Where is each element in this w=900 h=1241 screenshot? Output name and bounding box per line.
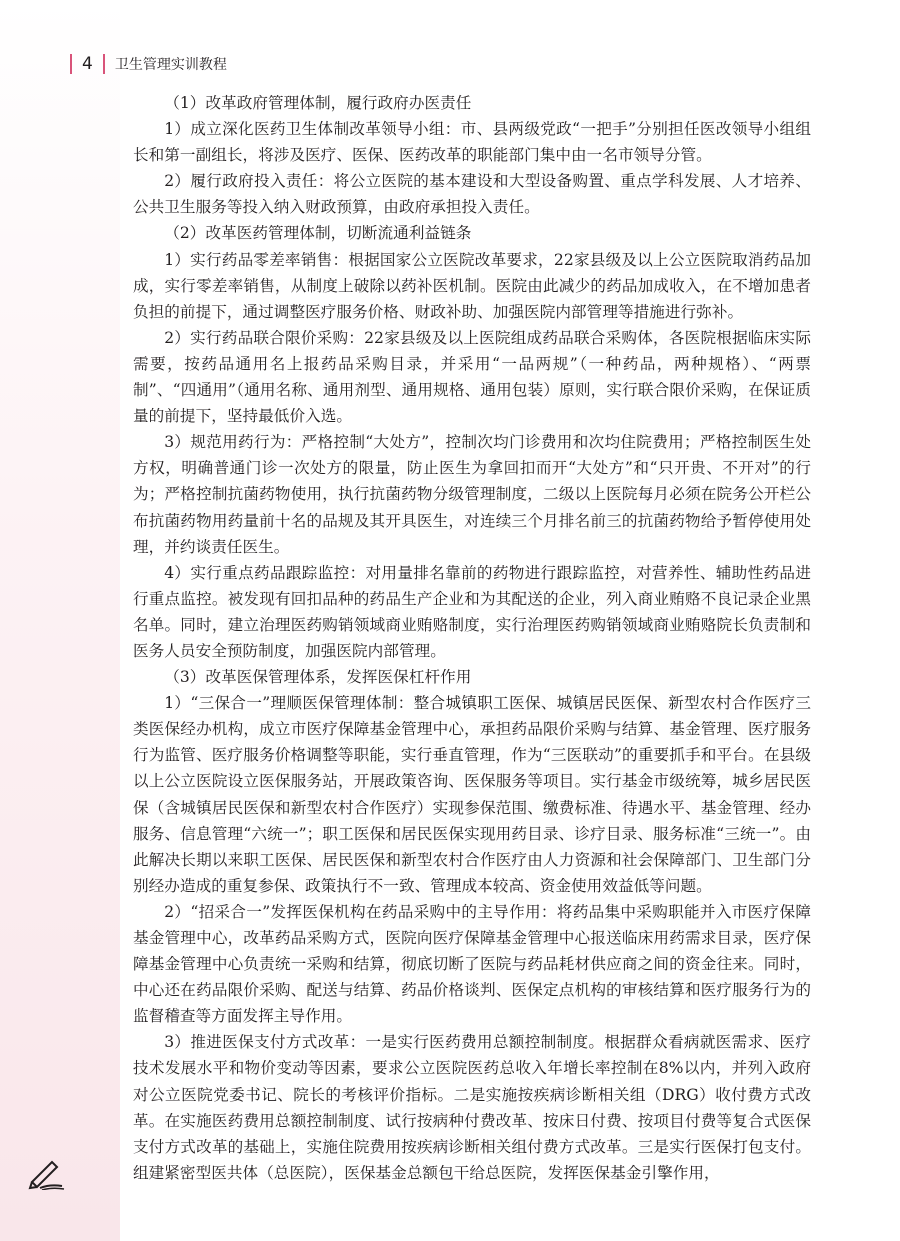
paragraph: 2）履行政府投入责任：将公立医院的基本建设和大型设备购置、重点学科发展、人才培养、公共卫生服务等投入纳入财政预算，由政府承担投入责任。 — [133, 172, 811, 217]
page-header — [70, 52, 227, 76]
paragraph: 2）“招采合一”发挥医保机构在药品采购中的主导作用：将药品集中采购职能并入市医疗保障基金管理中心，改革药品采购方式，医院向医疗保障基金管理中心报送临床用药需求目录，医疗保障基金管理中心负责统一采购和结算，彻底切断了医院与药品耗材供应商之间的资金往来。同时，中心还在药品限价采购、配送与结算、药品价格谈判、医保定点机构的审核结算和医疗服务行为的监督稽查等方面发挥主导作用。 — [133, 902, 811, 1026]
paragraph: 1）“三保合一”理顺医保管理体制：整合城镇职工医保、城镇居民医保、新型农村合作医疗三类医保经办机构，成立市医疗保障基金管理中心，承担药品限价采购与结算、基金管理、医疗服务行为监管、医疗服务价格调整等职能，实行垂直管理，作为“三医联动”的重要抓手和平台。在县级以上公立医院设立医保服务站，开展政策咨询、医保服务等项目。实行基金市级统筹，城乡居民医保（含城镇居民医保和新型农村合作医疗）实现参保范围、缴费标准、待遇水平、基金管理、经办服务、信息管理“六统一”；职工医保和居民医保实现用药目录、诊疗目录、服务标准“三统一”。由此解决长期以来职工医保、居民医保和新型农村合作医疗由人力资源和社会保障部门、卫生部门分别经办造成的重复参保、政策执行不一致、管理成本较高、资金使用效益低等问题。 — [133, 694, 811, 895]
page-number: 4 — [82, 54, 93, 74]
section-heading-1: （1）改革政府管理体制，履行政府办医责任 — [164, 94, 472, 112]
section-heading-3: （3）改革医保管理体系，发挥医保杠杆作用 — [164, 668, 472, 687]
section-heading-2: （2）改革医药管理体制，切断流通利益链条 — [164, 224, 472, 243]
page-body — [133, 90, 811, 1186]
paragraph: 1）成立深化医药卫生体制改革领导小组：市、县两级党政“一把手”分别担任医改领导小组组长和第一副组长，将涉及医疗、医保、医药改革的职能部门集中由一名市领导分管。 — [133, 120, 811, 165]
side-decoration-band — [0, 0, 120, 1241]
paragraph: 4）实行重点药品跟踪监控：对用量排名靠前的药物进行跟踪监控，对营养性、辅助性药品进行重点监控。被发现有回扣品种的药品生产企业和为其配送的企业，列入商业贿赂不良记录企业黑名单。同时，建立治理医药购销领域商业贿赂制度，实行治理医药购销领域商业贿赂院长负责制和医务人员安全预防制度，加强医院内部管理。 — [133, 563, 811, 660]
paragraph: 1）实行药品零差率销售：根据国家公立医院改革要求，22家县级及以上公立医院取消药品加成，实行零差率销售，从制度上破除以药补医机制。医院由此减少的药品加成收入，在不增加患者负担的前提下，通过调整医疗服务价格、财政补助、加强医院内部管理等措施进行弥补。 — [133, 250, 811, 321]
header-divider-left — [70, 54, 72, 74]
pen-writing-icon — [26, 1158, 66, 1190]
paragraph: 3）推进医保支付方式改革：一是实行医药费用总额控制制度。根据群众看病就医需求、医疗技术发展水平和物价变动等因素，要求公立医院医药总收入年增长率控制在8%以内，并列入政府对公立医院党委书记、院长的考核评价指标。二是实施按疾病诊断相关组（DRG）收付费方式改革。在实施医药费用总额控制制度、试行按病种付费改革、按床日付费、按项目付费等复合式医保支付方式改革的基础上，实施住院费用按疾病诊断相关组付费方式改革。三是实行医保打包支付。组建紧密型医共体（总医院），医保基金总额包干给总医院，发挥医保基金引擎作用， — [133, 1033, 811, 1182]
book-title: 卫生管理实训教程 — [114, 57, 227, 73]
paragraph: 3）规范用药行为：严格控制“大处方”，控制次均门诊费用和次均住院费用；严格控制医生处方权，明确普通门诊一次处方的限量，防止医生为拿回扣而开“大处方”和“只开贵、不开对”的行为；严格控制抗菌药物使用，执行抗菌药物分级管理制度，二级以上医院每月必须在院务公开栏公布抗菌药物用药量前十名的品规及其开具医生，对连续三个月排名前三的抗菌药物给予暂停使用处理，并约谈责任医生。 — [133, 433, 811, 556]
paragraph: 2）实行药品联合限价采购：22家县级及以上医院组成药品联合采购体，各医院根据临床实际需要，按药品通用名上报药品采购目录，并采用“一品两规”（一种药品，两种规格）、“两票制”、“四通用”（通用名称、通用剂型、通用规格、通用包装）原则，实行联合限价采购，在保证质量的前提下，坚持最低价入选。 — [133, 328, 811, 426]
header-divider-right — [103, 54, 105, 74]
